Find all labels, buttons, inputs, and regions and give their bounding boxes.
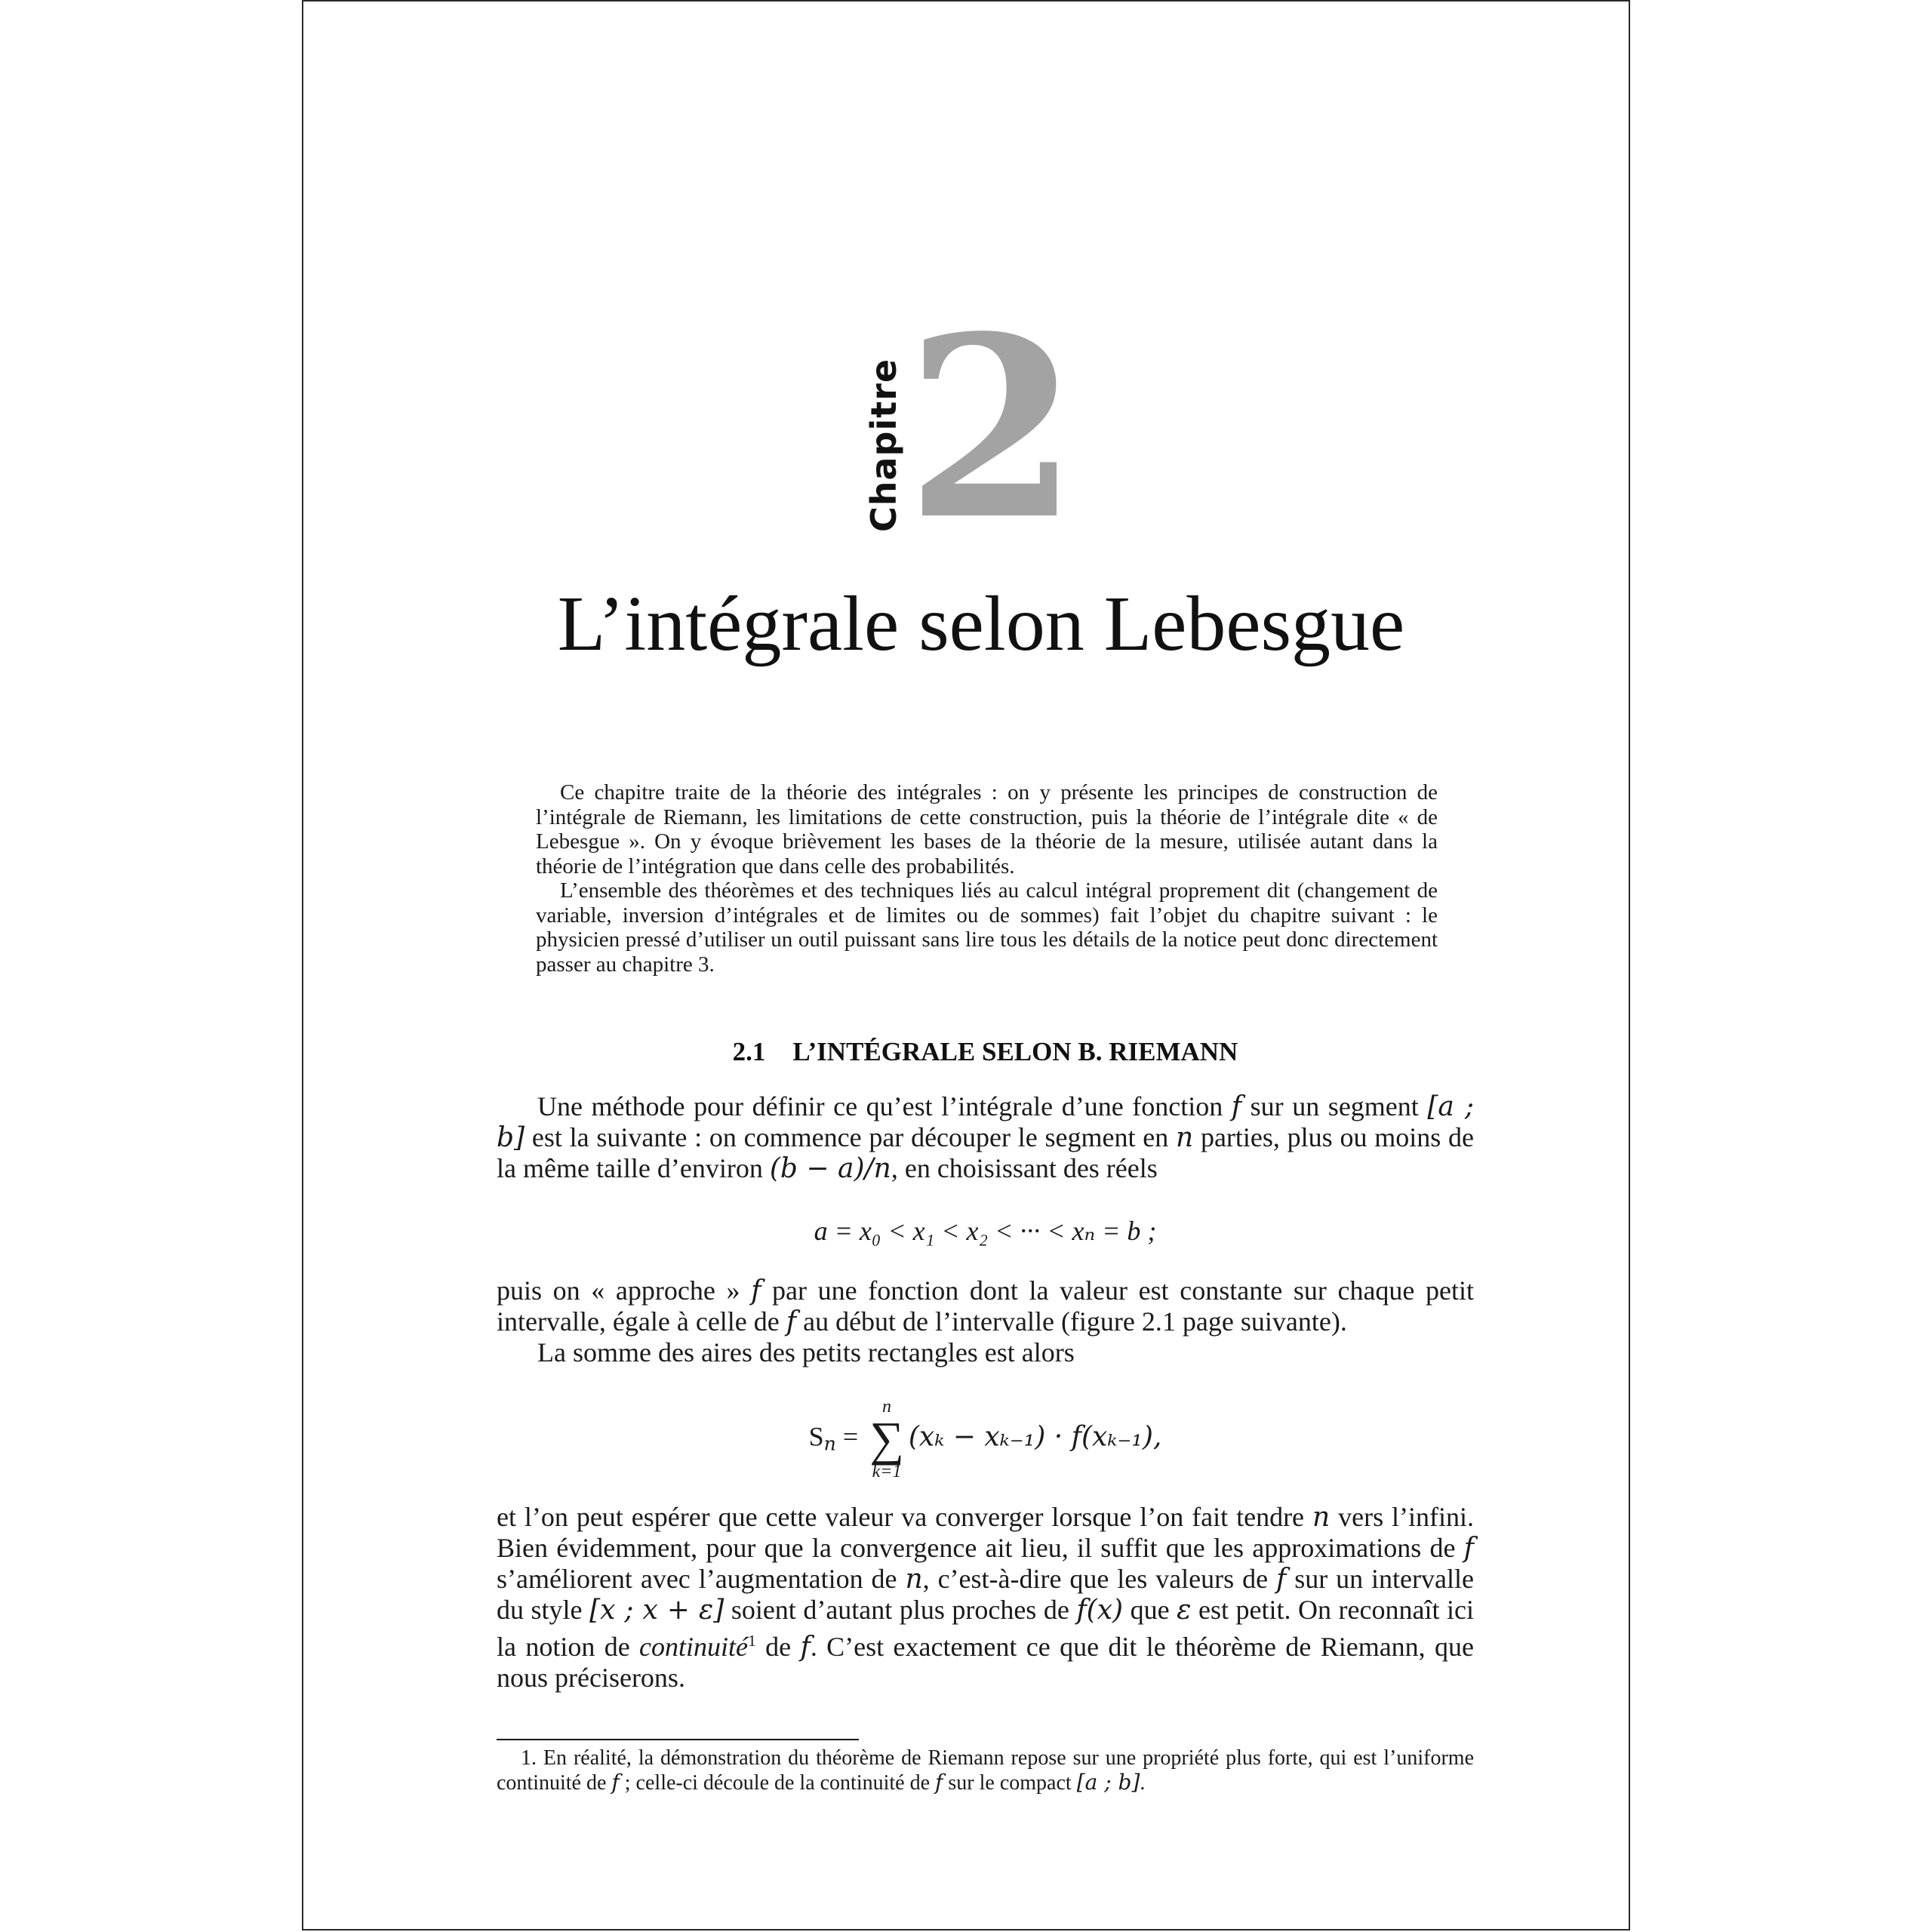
text-run: que — [1123, 1595, 1177, 1625]
math-inline: f — [1231, 1091, 1242, 1122]
sum-lhs: S — [808, 1421, 824, 1452]
body-paragraph-1 — [497, 1091, 1474, 1184]
math-inline: f — [935, 1770, 943, 1795]
sum-upper-limit: n — [882, 1397, 892, 1417]
text-run: vers l’infini. Bien évidemment, pour que la convergence ait lieu, il suffit que les approximations de — [497, 1502, 1474, 1563]
chapter-abstract — [536, 780, 1438, 977]
text-run: sur le compact — [943, 1771, 1077, 1795]
math-inline: (b − a)/n — [769, 1153, 891, 1184]
text-run: soient d’autant plus proches de — [724, 1595, 1077, 1625]
text-run: au début de l’intervalle (figure 2.1 page suivante). — [796, 1306, 1347, 1337]
sum-rhs: (xₖ − xₖ₋₁) · f(xₖ₋₁), — [908, 1421, 1162, 1453]
math-inline: [a ; b] — [1076, 1770, 1140, 1795]
math-inline: n — [1312, 1502, 1331, 1533]
math-inline: [a ; b] — [497, 1091, 1474, 1153]
math-inline: f — [751, 1275, 761, 1306]
text-run: Une méthode pour définir ce qu’est l’intégrale d’une fonction — [537, 1091, 1232, 1121]
math-inline: f — [1275, 1564, 1287, 1595]
footnote-marker[interactable]: 1 — [748, 1632, 756, 1650]
emphasis-continuite: continuité — [639, 1631, 748, 1662]
text-run: s’améliorent avec l’augmentation de — [497, 1564, 906, 1594]
section-title: L’INTÉGRALE SELON B. RIEMANN — [792, 1037, 1238, 1066]
math-inline: f — [611, 1770, 620, 1795]
text-run: parties, plus ou moins de la même taille d’environ — [497, 1122, 1474, 1183]
math-inline: [x ; x + ε] — [589, 1595, 724, 1626]
body-paragraph-4 — [497, 1502, 1474, 1694]
math-inline: ε — [1177, 1595, 1192, 1626]
text-run: par une fonction dont la valeur est constante sur chaque petit intervalle, égale à celle de — [497, 1275, 1475, 1337]
math-inline: f — [786, 1306, 797, 1337]
chapter-label: Chapitre — [863, 358, 904, 532]
math-inline: f — [800, 1631, 811, 1663]
sum-lhs-sub: n — [823, 1432, 836, 1455]
math-inline: f — [1463, 1533, 1474, 1564]
sigma-icon: ∑ — [869, 1412, 904, 1466]
section-number: 2.1 — [732, 1037, 766, 1066]
text-run: de — [755, 1631, 801, 1662]
body-paragraph-3: La somme des aires des petits rectangles est alors — [537, 1337, 1075, 1367]
text-run: puis on « approche » — [497, 1275, 752, 1306]
text-run: est la suivante : on commence par découper le segment en — [525, 1122, 1176, 1152]
abstract-paragraph-2: L’ensemble des théorèmes et des techniques liés au calcul intégral proprement dit (changement de variable, inversion d’intégrales et de limites ou de sommes) fait l’objet du chapitre suivant : le physicien pressé d’utiliser un outil puissant sans lire tous les détails de la notice peut donc directement passer au chapitre 3. — [536, 878, 1438, 977]
text-run: 1. En réalité, la démonstration du théorème de Riemann repose sur une propriété plus forte, qui est l’uniforme continuité de — [497, 1746, 1474, 1795]
text-run: sur un intervalle du style — [497, 1564, 1474, 1625]
body-paragraph-2 — [497, 1275, 1474, 1368]
sum-lower-limit: k=1 — [872, 1462, 902, 1481]
sum-equals: = — [835, 1421, 866, 1452]
text-run: . — [1140, 1771, 1146, 1795]
display-equation-riemann-sum — [497, 1398, 1474, 1481]
abstract-paragraph-1: Ce chapitre traite de la théorie des intégrales : on y présente les principes de construction de l’intégrale de Riemann, les limitations de cette construction, puis la théorie de l’intégrale dite « de Lebesgue ». On y évoque brièvement les bases de la théorie de la mesure, utilisée autant dans la théorie de l’intégration que dans celle des probabilités. — [536, 780, 1438, 878]
math-inline: n — [905, 1564, 923, 1595]
footnote-rule — [497, 1739, 859, 1740]
math-inline: f(x) — [1076, 1595, 1124, 1626]
display-equation-partition: a = x₀ < x₁ < x₂ < ··· < xₙ = b ; — [814, 1216, 1157, 1246]
text-run: est petit. On reconnaît ici la notion de — [497, 1595, 1474, 1662]
text-run: , c’est-à-dire que les valeurs de — [922, 1564, 1276, 1594]
footnote — [497, 1746, 1474, 1795]
text-run: . C’est exactement ce que dit le théorème de Riemann, que nous préciserons. — [497, 1631, 1474, 1693]
text-run: sur un segment — [1241, 1091, 1428, 1121]
section-heading — [497, 1037, 1474, 1067]
text-run: et l’on peut espérer que cette valeur va converger lorsque l’on fait tendre — [497, 1502, 1312, 1532]
chapter-title: L’intégrale selon Lebesgue — [557, 580, 1405, 667]
chapter-number: 2 — [906, 281, 1079, 574]
text-run: , en choisissant des réels — [891, 1153, 1158, 1183]
text-run: ; celle-ci découle de la continuité de — [619, 1771, 936, 1795]
summation-symbol — [869, 1398, 904, 1481]
math-inline: n — [1176, 1122, 1194, 1153]
